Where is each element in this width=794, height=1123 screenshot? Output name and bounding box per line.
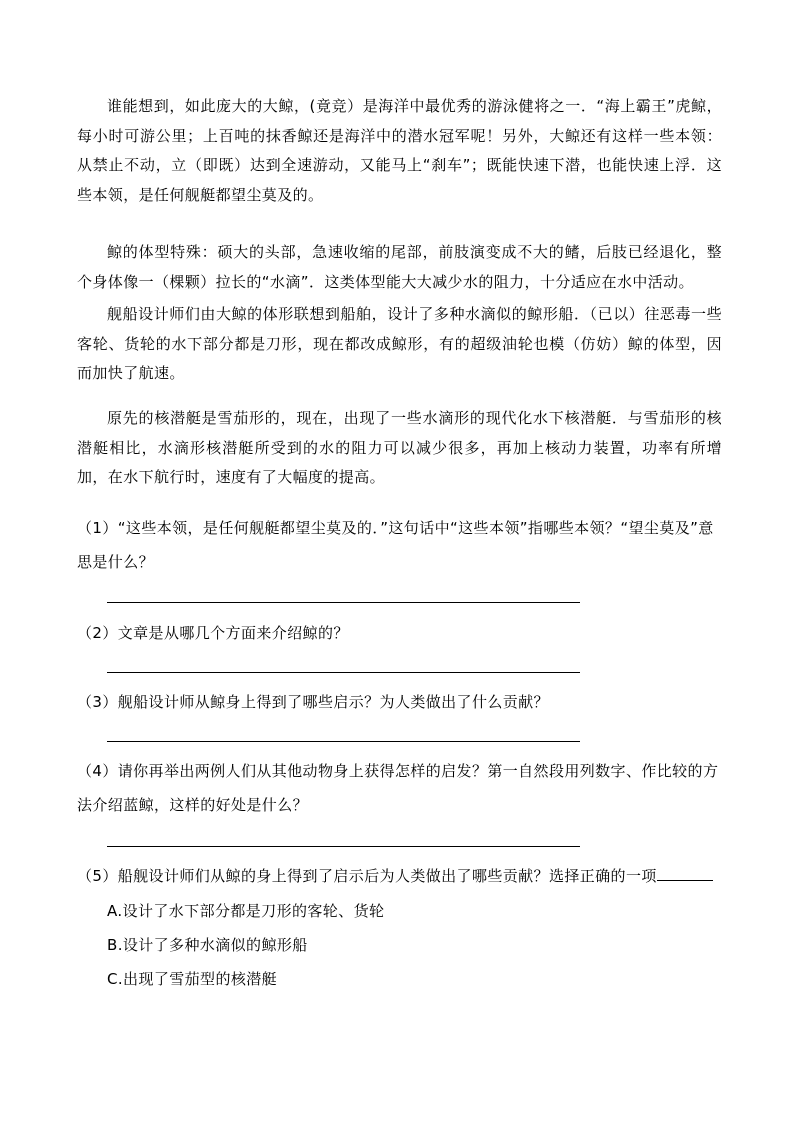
option-c[interactable]: C.出现了雪茄型的核潜艇 <box>107 970 278 988</box>
option-b[interactable]: B.设计了多种水滴似的鲸形船 <box>107 936 308 954</box>
answer-blank-5[interactable] <box>657 864 713 881</box>
question-4: （4）请你再举出两例人们从其他动物身上获得怎样的启发？第一自然段用列数字、作比较的方法介绍蓝鲸，这样的好处是什么？ <box>77 762 719 814</box>
passage-paragraph-1: 谁能想到，如此庞大的大鲸，(竟竞）是海洋中最优秀的游泳健将之一．“海上霸王”虎鲸，每小时可游公里；上百吨的抹香鲸还是海洋中的潜水冠军呢！另外，大鲸还有这样一些本领：从禁止不动，立（即既）达到全速游动，又能马上“刹车”；既能快速下潜，也能快速上浮．这些本领，是任何舰艇都望尘莫及的。 <box>77 97 722 204</box>
question-3: （3）舰船设计师从鲸身上得到了哪些启示？为人类做出了什么贡献？ <box>77 693 549 711</box>
passage-paragraph-2: 鲸的体型特殊：硕大的头部，急速收缩的尾部，前肢演变成不大的鳍，后肢已经退化，整个身体像一（棵颗）拉长的“水滴”．这类体型能大大减少水的阻力，十分适应在水中活动。 <box>77 243 722 291</box>
passage-paragraph-4: 原先的核潜艇是雪茄形的，现在，出现了一些水滴形的现代化水下核潜艇．与雪茄形的核潜艇相比，水滴形核潜艇所受到的水的阻力可以减少很多，再加上核动力装置，功率有所增加，在水下航行时，速度有了大幅度的提高。 <box>77 409 722 487</box>
question-5 <box>77 859 722 893</box>
question-1: （1）“这些本领，是任何舰艇都望尘莫及的．”这句话中“这些本领”指哪些本领？“望尘莫及”意思是什么？ <box>77 519 714 571</box>
question-5-text: （5）船舰设计师们从鲸的身上得到了启示后为人类做出了哪些贡献？选择正确的一项 <box>77 867 657 885</box>
answer-line-1[interactable] <box>107 602 580 603</box>
passage-paragraph-3: 舰船设计师们由大鲸的体形联想到船舶，设计了多种水滴似的鲸形船．（已以）往恶毒一些客轮、货轮的水下部分都是刀形，现在都改成鲸形，有的超级油轮也模（仿妨）鲸的体型，因而加快了航速。 <box>77 305 722 383</box>
question-2: （2）文章是从哪几个方面来介绍鲸的？ <box>77 624 349 642</box>
answer-line-2[interactable] <box>107 672 580 673</box>
answer-line-3[interactable] <box>107 741 580 742</box>
option-a[interactable]: A.设计了水下部分都是刀形的客轮、货轮 <box>107 902 385 920</box>
answer-line-4[interactable] <box>107 846 580 847</box>
